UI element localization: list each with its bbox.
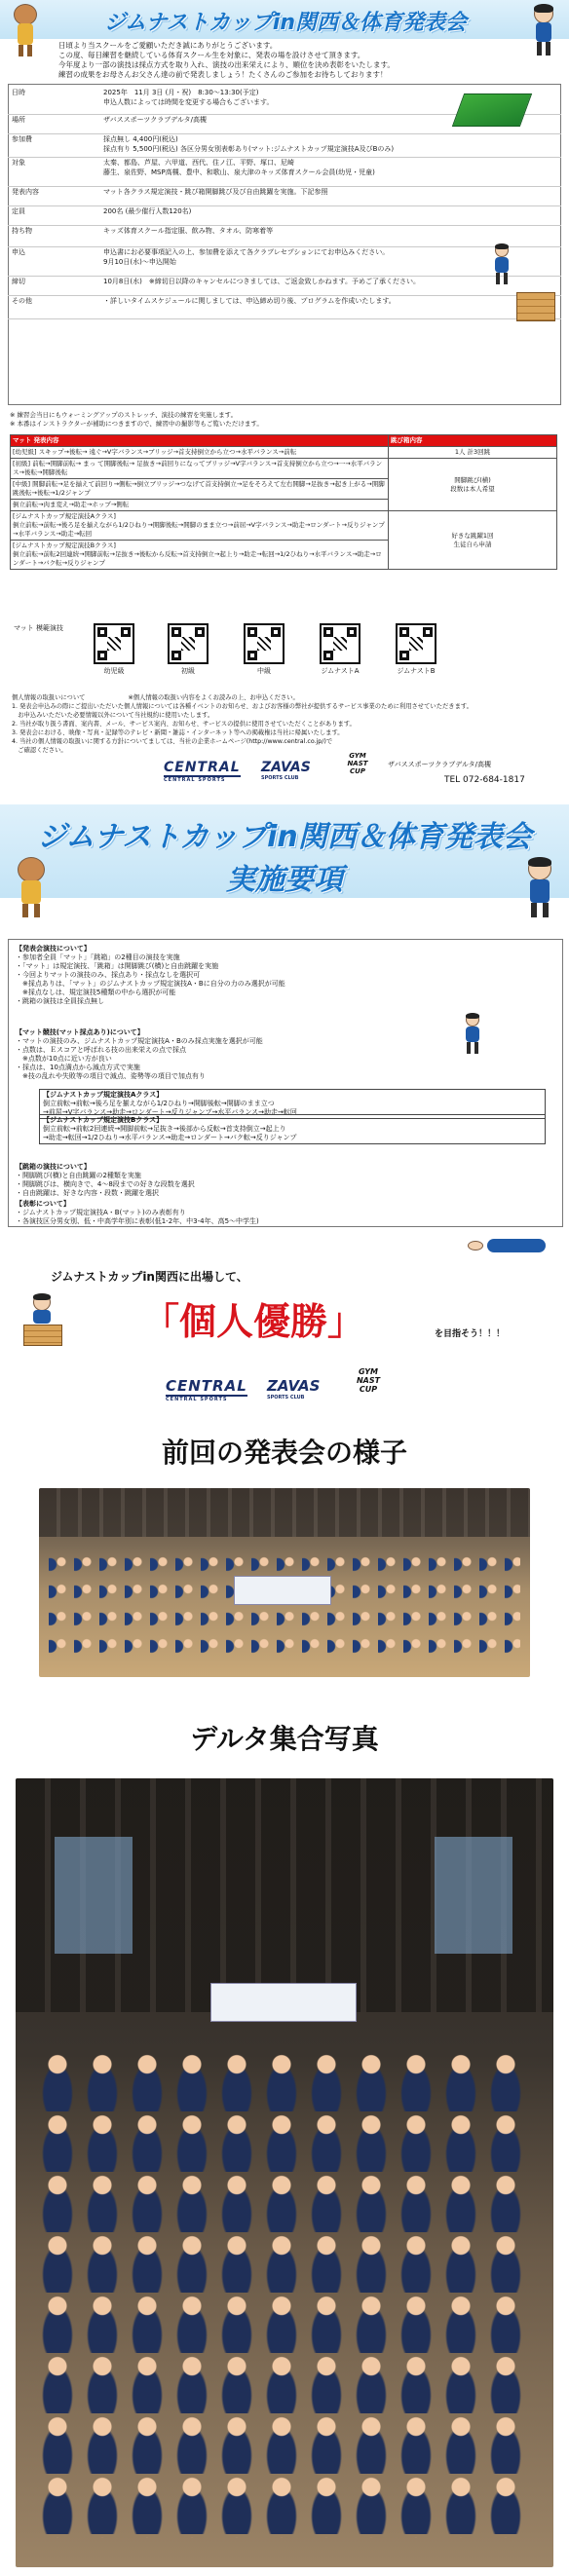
requirement-line: →前屈→V字バランス→助走→ロンダート→反りジャンプ→水平バランス→助走→転回 — [43, 1108, 297, 1116]
detail-key: 対象 — [12, 159, 25, 167]
requirement-line: ・今回よりマットの演技のみ、採点あり・採点なしを選択可 — [16, 971, 201, 979]
requirement-heading: 【ジムナストカップ規定演技Aクラス】 — [43, 1091, 164, 1099]
program-row: [中級] 開脚前転→足を揃えて前回り→側転→倒立ブリッジ→つなげて首支持倒立→足をそろえて左右開脚→足抜き→起き上がる→開脚跳後転→後転→1/2ジャンプ — [11, 479, 389, 500]
vault-cell: 好きな跳躍1回 生徒自ら申請 — [389, 511, 557, 570]
detail-key: その他 — [12, 297, 32, 305]
detail-key: 参加費 — [12, 135, 32, 143]
qr-code[interactable] — [90, 623, 138, 676]
gymnast-cup-logo — [341, 752, 374, 775]
detail-line: マット各クラス規定演技・跳び箱開脚跳び及び自由跳躍を実施。下記参照 — [103, 188, 328, 196]
detail-key: 定員 — [12, 207, 25, 215]
zavas-logo-sub: SPORTS CLUB — [261, 775, 299, 781]
requirement-line: ・ジムナストカップ規定演技A・B(マット)のみ表彰有り — [16, 1209, 186, 1216]
privacy-line: 4. 当社の個人情報の取扱いに関する方針についてましては、当社の企業ホームページ(http://www.central.co.jp/)で — [12, 738, 333, 745]
qr-icon — [168, 623, 209, 664]
requirement-heading: 【発表会演技について】 — [16, 945, 91, 952]
qr-label: 初級 — [181, 667, 195, 675]
detail-row — [8, 134, 561, 158]
mat-illustration-icon — [452, 93, 532, 127]
past-event-photo — [39, 1488, 530, 1677]
zavas-logo-text: ZAVAS — [267, 1377, 321, 1395]
detail-value — [103, 247, 551, 267]
promo-main: 「個人優勝」 — [142, 1300, 365, 1343]
central-logo-sub: CENTRAL SPORTS — [166, 1397, 228, 1402]
qr-icon — [244, 623, 284, 664]
requirement-line: 倒立前転→前転2回連続→開脚前転→足抜き→後部から反転→首支持倒立→起上り — [43, 1125, 286, 1133]
detail-value — [103, 206, 551, 216]
program-class-a-text: 倒立前転→前転→後ろ足を揃えながら1/2ひねり→開脚後転→開脚のまま立つ→前屈→V字バランス→助走→ロンダート→反りジャンプ→水平バランス→助走→転回 — [13, 521, 385, 538]
detail-line: ザバススポーツクラブデルタ/高槻 — [103, 116, 207, 124]
zavas-logo — [267, 1377, 320, 1400]
gymnast-cup-logo-text: GYM NAST CUP — [356, 1367, 381, 1394]
mascot-monkey-icon — [6, 4, 45, 58]
central-logo-sub: CENTRAL SPORTS — [164, 777, 226, 783]
detail-line: 200名 (最少催行人数120名) — [103, 207, 192, 215]
program-row: 倒立前転→肉ま変え→助走→ホップ→側転 — [11, 500, 389, 511]
requirement-line: →助走→転回→1/2ひねり→水平バランス→助走→ロンダート→バク転→反りジャンプ — [43, 1134, 297, 1141]
requirement-line: ※技の乱れや失敗等の項目で減点、姿勢等の項目で加点有り — [16, 1072, 206, 1080]
detail-value — [103, 134, 551, 154]
requirement-line: ・各演技区分男女別、低・中高学年別に表彰(低1-2年、中3-4年、高5～中学生) — [16, 1217, 259, 1225]
central-logo-text: CENTRAL — [164, 760, 241, 775]
requirement-block — [16, 1200, 444, 1226]
top-banner — [0, 0, 569, 39]
note-line: ※ 本番はインストラクターが補助につきますので、練習中の撮影等もご覧いただけます。 — [10, 420, 263, 428]
gymnast-figure-icon — [458, 1013, 487, 1056]
detail-line: 2025年 11月 3日 (月・祝) 8:30～13:30(予定) — [103, 89, 259, 96]
detail-row — [8, 206, 561, 226]
note-line: ※ 練習会当日にもウォーミングアップのストレッチ、演技の練習を実施します。 — [10, 411, 238, 419]
qr-label: ジムナストB — [397, 667, 436, 675]
requirement-line: 倒立前転→前転→後ろ足を揃えながら1/2ひねり→開脚後転→開脚のまま立つ — [43, 1100, 275, 1107]
program-class-b-heading: [ジムナストカップ規定演技Bクラス] — [13, 541, 116, 549]
requirement-line: ・マットの演技のみ、ジムナストカップ規定演技A・Bのみ採点実施を選択が可能 — [16, 1037, 263, 1045]
promo-suffix: を目指そう！！！ — [435, 1329, 506, 1339]
detail-key: 締切 — [12, 278, 25, 285]
intro-line: 日頃より当スクールをご愛顧いただき誠にありがとうございます。 — [58, 41, 278, 50]
zavas-logo-text: ZAVAS — [261, 760, 311, 775]
requirement-line: ・参加者全員「マット」「跳箱」の2種目の演技を実施 — [16, 953, 180, 961]
program-class-b-text: 倒立前転→前転2回連続→開脚前転→足抜き→後転から反転→首支持倒立→起上り→助走→転回→1/2ひねり→水平バランス→助走→ロンダート→バク転→反りジャンプ — [13, 550, 382, 567]
qr-label: ジムナストA — [321, 667, 360, 675]
detail-key: 日時 — [12, 89, 25, 96]
vault-cell: 1人 計3回跳 — [389, 447, 557, 459]
vault-cell: 開脚跳び(横) 段数は本人希望 — [389, 459, 557, 511]
detail-row — [8, 296, 561, 319]
second-title: ジムナストカップin関西＆体育発表会 — [37, 820, 532, 854]
requirement-block — [16, 1163, 444, 1198]
qr-code[interactable] — [316, 623, 364, 676]
program-row: [幼児級] スキップ→後転→ 遠ぐ→V字バランス→ブリッジ→首支持倒立から立つ→水平バランス→前転 — [11, 447, 389, 459]
requirement-block — [16, 1028, 444, 1081]
instructor-icon — [487, 243, 516, 286]
detail-line: 9月10日(水)～申込開始 — [103, 258, 176, 266]
requirement-line: ・開脚跳び(横)と自由跳躍の2種類を実施 — [16, 1172, 141, 1179]
detail-row — [8, 277, 561, 296]
requirement-line: ・跳箱の演技は全員採点無し — [16, 997, 104, 1005]
detail-line: 採点有り 5,500円(税込) 各区分男女別表彰あり(マット:ジムナストカップ規定演技A及びBのみ) — [103, 145, 395, 153]
past-event-title: 前回の発表会の様子 — [161, 1437, 407, 1469]
detail-value — [103, 277, 551, 286]
notes — [10, 411, 555, 429]
program-table — [10, 434, 557, 570]
gymnast-cup-logo-text: GYM NAST CUP — [347, 752, 368, 775]
detail-line: 10月8日(水) ※締切日以降のキャンセルにつきましては、ご返金致しかねます。予めご了承ください。 — [103, 278, 420, 285]
program-header-vault: 跳び箱内容 — [389, 435, 557, 447]
detail-value — [103, 296, 551, 306]
intro-line: 今年度より一部の演技は採点方式を取り入れ、演技の出来栄えにより、順位を決め表彰をいたします。 — [58, 60, 395, 69]
zavas-logo-sub: SPORTS CLUB — [267, 1395, 305, 1400]
central-logo — [164, 760, 241, 783]
requirement-heading: 【表彰について】 — [16, 1200, 70, 1208]
requirement-heading: 【跳箱の演技について】 — [16, 1163, 91, 1171]
program-row — [11, 511, 389, 541]
detail-key: 持ち物 — [12, 227, 32, 235]
detail-line: 採点無し 4,400円(税込) — [103, 135, 178, 143]
detail-row — [8, 158, 561, 187]
contact-club: ザバススポーツクラブデルタ/高槻 — [388, 761, 491, 768]
requirement-line: ・開脚跳びは、横向きで、4～8段までの好きな段数を選択 — [16, 1180, 195, 1188]
privacy-text — [12, 693, 557, 755]
detail-line: 太秦、都島、芦屋、六甲道、西代、住ノ江、平野、塚口、尼崎 — [103, 159, 294, 167]
gymnast-kid-icon — [524, 4, 563, 58]
requirement-line: ・自由跳躍は、好きな内容・段数・跳躍を選択 — [16, 1189, 159, 1197]
detail-row — [8, 187, 561, 206]
qr-code[interactable] — [392, 623, 440, 676]
privacy-line: 2. 当社が取り扱う書面、案内書、メール、サービス案内、お知らせ、サービスの提供に使用させていただくことがあります。 — [12, 721, 356, 728]
detail-line: キッズ体育スクール指定服、飲み物、タオル、防寒着等 — [103, 227, 274, 235]
qr-label: 中級 — [257, 667, 271, 675]
program-header-mat: マット 発表内容 — [11, 435, 389, 447]
requirement-line: ・「マット」は規定演技、「跳箱」は開脚跳び(横)と自由跳躍を実施 — [16, 962, 219, 970]
program-row: [初級] 前転→開脚前転→ まっ て開脚後転→ 足抜き→前回りになってブリッジ→V字バランス→首支持倒立から立つ→一→水平バランス→後転→開脚後転 — [11, 459, 389, 479]
requirement-line: ※点数が10点に近い方が良い — [16, 1055, 112, 1063]
mascot-monkey-icon — [8, 857, 55, 919]
detail-value — [103, 187, 551, 197]
privacy-line: 3. 発表会における、映像・写真・記録等のテレビ・新聞・雑誌・インターネット等への掲載権は当社に帰属いたします。 — [12, 729, 344, 736]
qr-caption: マット 模範演技 — [14, 624, 63, 632]
detail-line: 申込書にお必要事項記入の上、参加費を添えて各クラブレセプションにてお申込みください。 — [103, 248, 390, 256]
requirement-heading: 【マット競技(マット採点あり)について】 — [16, 1028, 144, 1036]
detail-line: ・詳しいタイムスケジュールに関しましては、申込締め切り後、プログラムを作成いたします。 — [103, 297, 396, 305]
gymnast-cup-logo — [351, 1367, 386, 1394]
detail-line: 申込人数によっては時間を変更する場合もございます。 — [103, 98, 274, 106]
intro-text — [58, 41, 516, 80]
delta-group-title: デルタ集合写真 — [190, 1723, 379, 1755]
qr-icon — [396, 623, 436, 664]
detail-key: 発表内容 — [12, 188, 39, 196]
detail-value — [103, 158, 551, 177]
second-banner — [0, 804, 569, 898]
program-row — [11, 541, 389, 570]
intro-line: この度、毎日練習を継続している体育スクール生を対象に、発表の場を設けさせて頂きます。 — [58, 51, 365, 59]
second-subtitle: 実施要項 — [226, 863, 343, 897]
privacy-line: お申込みいただいた必要情報以外について当社規約に使用いたします。 — [12, 712, 214, 719]
central-logo-text: CENTRAL — [166, 1377, 247, 1395]
requirement-line: ※採点なしは、規定演技5種類の中から選択が可能 — [16, 989, 176, 996]
tumbling-figures-icon — [468, 1237, 555, 1256]
contact-tel: TEL 072-684-1817 — [444, 775, 525, 785]
vault-kid-icon — [19, 1293, 66, 1348]
requirement-block — [39, 1114, 546, 1144]
detail-key: 申込 — [12, 248, 25, 256]
detail-value — [103, 226, 551, 236]
zavas-logo — [261, 760, 311, 781]
requirement-line: ※採点ありは、「マット」のジムナストカップ規定演技A・Bに自分の力のみ選択が可能 — [16, 980, 285, 988]
qr-code[interactable] — [164, 623, 212, 676]
requirement-line: ・点数は、Ｅスコアと呼ばれる技の出来栄えの点で採点 — [16, 1046, 186, 1054]
qr-code[interactable] — [240, 623, 288, 676]
requirement-line: ・採点は、10点満点から減点方式で実施 — [16, 1064, 140, 1071]
requirement-heading: 【ジムナストカップ規定演技Bクラス】 — [43, 1116, 164, 1124]
delta-group-photo — [16, 1778, 553, 2567]
qr-icon — [94, 623, 134, 664]
detail-key: 場所 — [12, 116, 25, 124]
qr-label: 幼児級 — [103, 667, 125, 675]
detail-row — [8, 247, 561, 277]
detail-line: 藤生、泉佐野、MSP高槻、豊中、和歌山、泉大津のキッズ体育スクール会員(幼児・児童) — [103, 168, 375, 176]
gymnast-kid-icon — [516, 857, 563, 919]
intro-line: 練習の成果をお母さんお父さん達の前で発表しましょう！たくさんのご参加をお待ちしております！ — [58, 70, 388, 79]
central-logo — [166, 1377, 247, 1402]
qr-icon — [320, 623, 360, 664]
requirement-block — [16, 945, 444, 1006]
privacy-line: 個人情報の取扱いについて ※個人情報の取扱い内容をよくお読みの上、お申込ください。 — [12, 694, 299, 701]
program-class-a-heading: [ジムナストカップ規定演技Aクラス] — [13, 512, 116, 520]
promo-prefix: ジムナストカップin関西に出場して、 — [51, 1270, 248, 1284]
privacy-line: 1. 発表会申込みの際にご提出いただいた個人情報については各種イベントのお知らせ、およびお客様の弊社が提供するサービス事業のために利用させていただきます。 — [12, 703, 473, 710]
privacy-line: ご確認ください。 — [12, 747, 67, 754]
vault-box-icon — [516, 292, 555, 321]
detail-row — [8, 226, 561, 247]
top-title: ジムナストカップin関西＆体育発表会 — [103, 11, 468, 35]
